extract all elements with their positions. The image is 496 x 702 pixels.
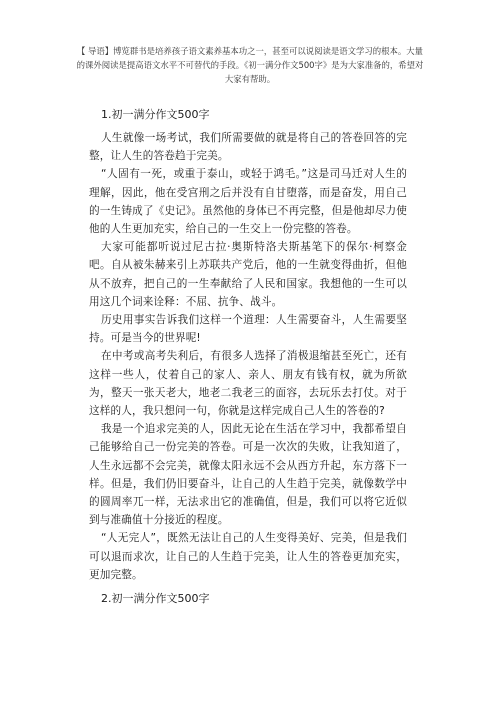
intro-text: 【 导语】博览群书是培养孩子语文素养基本功之一，甚至可以说阅读是语文学习的根本。大量的课外阅读是提高语文水平不可替代的手段。《初一满分作文500字》是为大家准备的，希望对大家有帮助。 bbox=[76, 46, 424, 84]
paragraph: 我是一个追求完美的人，因此无论在生活在学习中，我都希望自己能够给自己一份完美的答卷。可是一次次的失败，让我知道了，人生永远都不会完美，就像太阳永远不会从西方升起，东方落下一样。但是，我们仍旧要奋斗，让自己的人生趋于完美，就像数学中的圆周率兀一样，无法求出它的准确值，但是，我们可以将它近似到与准确值十分接近的程度。 bbox=[89, 423, 407, 527]
paragraph: “人固有一死，或重于泰山，或轻于鸿毛。”这是司马迁对人生的理解，因此，他在受宫刑之后并没有自甘堕落，而是奋发，用自己的一生铸成了《史记》。虽然他的身体已不再完整，但是他却尽力使他的人生更加充实，给自己的一生交上一份完整的答卷。 bbox=[89, 168, 407, 236]
paragraph: 人生就像一场考试，我们所需要做的就是将自己的答卷回答的完整，让人生的答卷趋于完美。 bbox=[89, 132, 407, 163]
section-heading-2: 2.初一满分作文500字 bbox=[101, 592, 210, 606]
section-heading-1: 1.初一满分作文500字 bbox=[101, 108, 210, 121]
paragraph: 大家可能都听说过尼古拉·奥斯特洛夫斯基笔下的保尔·柯察金吧。自从被朱赫来引上苏联共产党后，他的一生就变得曲折，但他从不放弃，把自己的一生奉献给了人民和国家。我想他的一生可以用这几个词来诠释：不屈、抗争、战斗。 bbox=[89, 241, 407, 308]
paragraph: 在中考或高考失利后，有很多人选择了消极退缩甚至死亡，还有这样一些人，仗着自己的家人、亲人、朋友有钱有权，就为所欲为，整天一张天老大，地老二我老三的面容，去玩乐去打仗。对于这样的人，我只想问一句，你就是这样完成自己人生的答卷的? bbox=[89, 350, 407, 418]
paragraph: 历史用事实告诉我们这样一个道理：人生需要奋斗，人生需要坚持。可是当今的世界呢! bbox=[89, 314, 407, 345]
paragraph: “人无完人”，既然无法让自己的人生变得美好、完美，但是我们可以退而求次，让自己的人生趋于完美，让人生的答卷更加充实，更加完整。 bbox=[89, 532, 407, 581]
article-body bbox=[89, 100, 407, 613]
